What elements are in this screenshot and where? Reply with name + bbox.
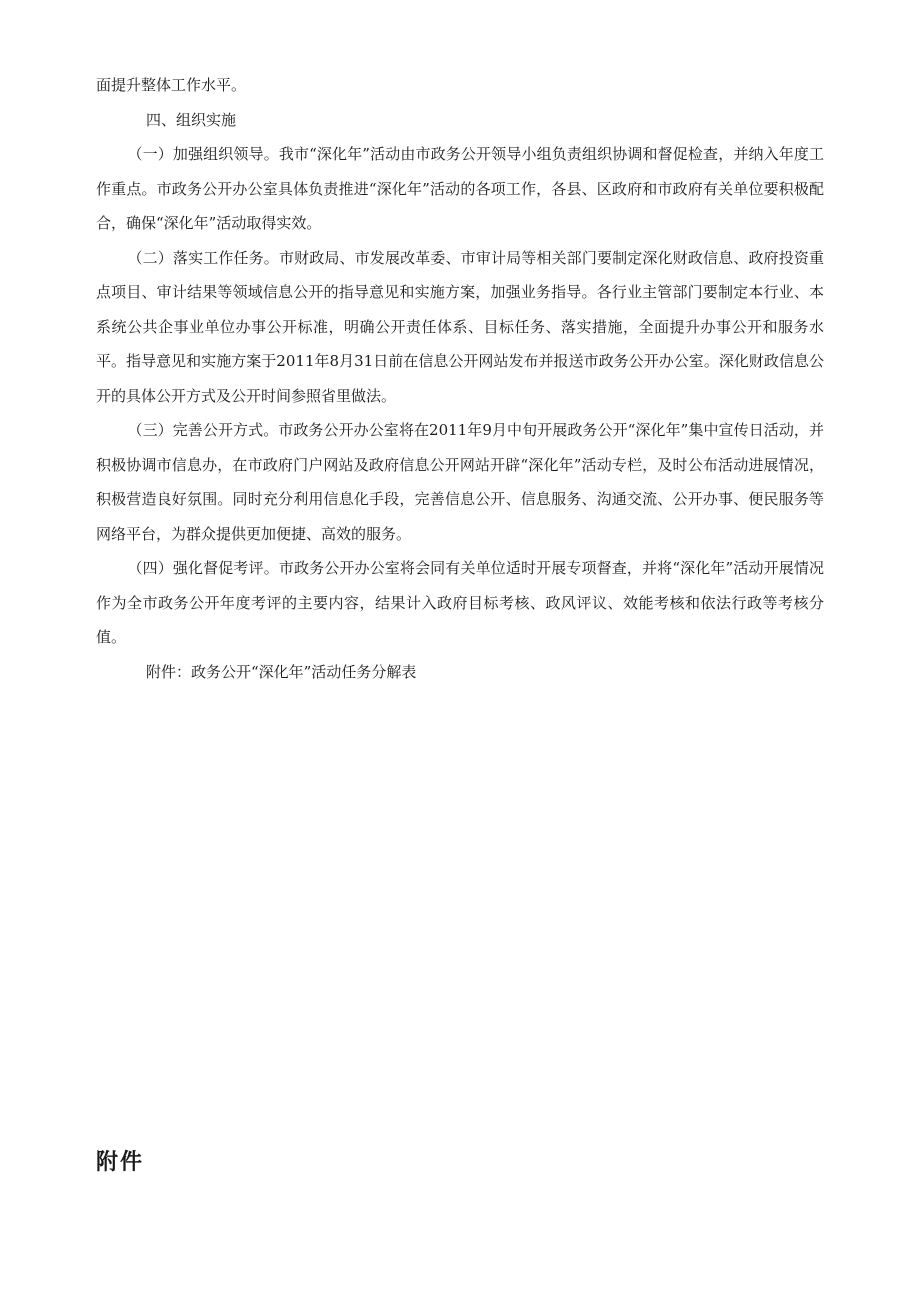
paragraph-3: （三）完善公开方式。市政务公开办公室将在2011年9月中旬开展政务公开“深化年”集中宣传日活动，并积极协调市信息办，在市政府门户网站及政府信息公开网站开辟“深化年”活动专栏，及时公布活动进展情况，积极营造良好氛围。同时充分利用信息化手段，完善信息公开、信息服务、沟通交流、公开办事、便民服务等网络平台，为群众提供更加便捷、高效的服务。 — [96, 421, 824, 543]
opening-line: 面提升整体工作水平。 — [96, 76, 247, 94]
section-title: 四、组织实施 — [146, 110, 237, 129]
paragraph-1: （一）加强组织领导。我市“深化年”活动由市政务公开领导小组负责组织协调和督促检查，并纳入年度工作重点。市政务公开办公室具体负责推进“深化年”活动的各项工作，各县、区政府和市政府有关单位要积极配合，确保“深化年”活动取得实效。 — [96, 145, 824, 232]
document-body — [96, 68, 824, 689]
paragraph-2: （二）落实工作任务。市财政局、市发展改革委、市审计局等相关部门要制定深化财政信息、政府投资重点项目、审计结果等领域信息公开的指导意见和实施方案，加强业务指导。各行业主管部门要制定本行业、本系统公共企事业单位办事公开标准，明确公开责任体系、目标任务、落实措施，全面提升办事公开和服务水平。指导意见和实施方案于2011年8月31日前在信息公开网站发布并报送市政务公开办公室。深化财政信息公开的具体公开方式及公开时间参照省里做法。 — [96, 248, 824, 405]
annex-heading: 附件 — [96, 1150, 145, 1175]
paragraph-4: （四）强化督促考评。市政务公开办公室将会同有关单位适时开展专项督查，并将“深化年”活动开展情况作为全市政务公开年度考评的主要内容，结果计入政府目标考核、政风评议、效能考核和依法行政等考核分值。 — [96, 559, 824, 646]
attachment-note: 附件：政务公开“深化年”活动任务分解表 — [146, 662, 417, 681]
